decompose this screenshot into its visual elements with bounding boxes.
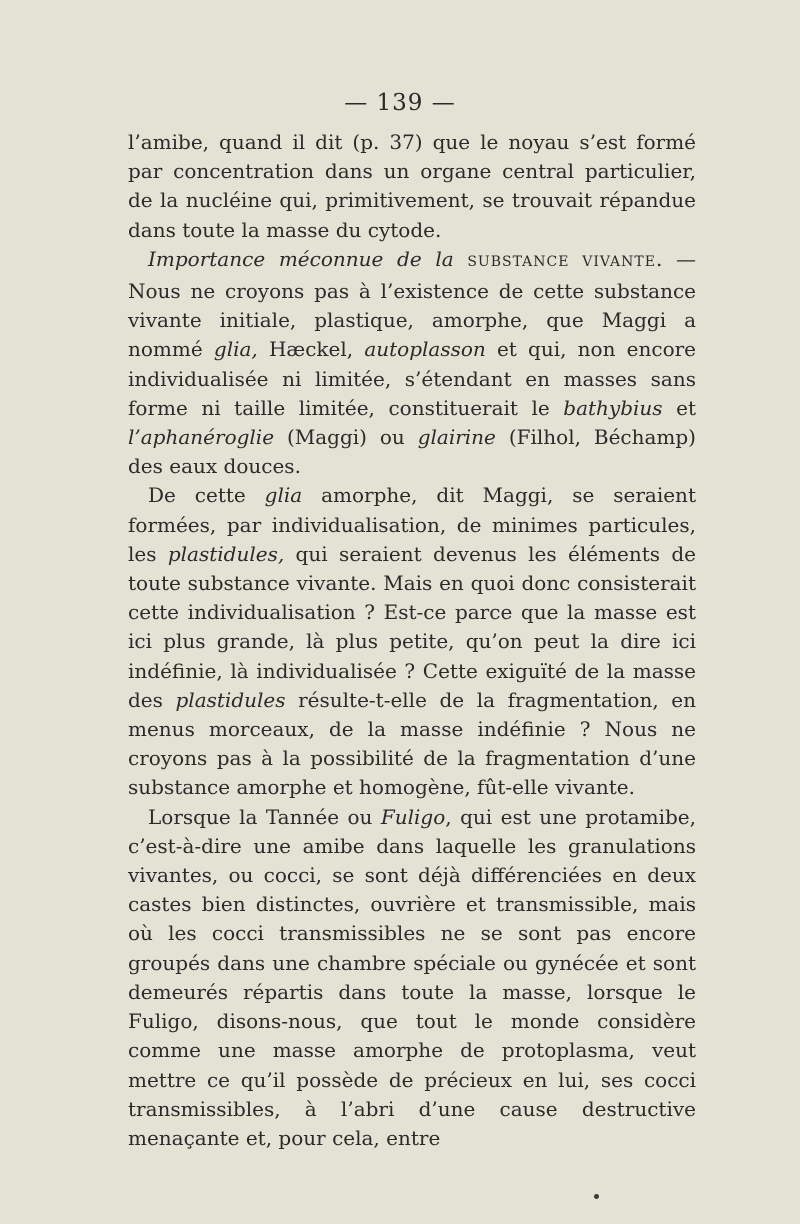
text-run: amorphe, dit Maggi, se seraient formées, par individualisation, de minimes particules, les [128, 483, 696, 566]
section-heading: Importance méconnue de la [148, 246, 454, 271]
section-heading-smallcaps: SUBSTANCE VIVANTE [467, 253, 656, 270]
text-run: Lorsque la Tannée ou [148, 804, 381, 829]
paragraph-3 [128, 481, 696, 802]
text-run: , qui est une protamibe, c’est-à-dire une amibe dans laquelle les granulations vivantes, ou cocci, se sont déjà différenciées en deux castes bien distinctes, ouvrière et transmissible, mais où les cocci transmissibles ne se sont pas encore groupés dans une chambre spéciale ou gynécée et sont demeurés répartis dans toute la masse, lorsque le Fuligo, disons-nous, que tout le monde considère comme une masse amorphe de protoplasma, veut mettre ce qu’il possède de précieux en lui, ses cocci transmissibles, à l’abri d’une cause destructive menaçante et, pour cela, entre [128, 804, 696, 1150]
italic-term: autoplasson [364, 337, 486, 362]
italic-term: bathybius [563, 395, 663, 420]
italic-term: Fuligo [380, 804, 446, 829]
italic-term: plastidules, [167, 541, 285, 566]
text-run: résulte-t-elle de la fragmentation, en menus morceaux, de la masse indéfinie ? Nous ne croyons pas à la possibilité de la fragmentation d’une substance amorphe et homogène, fût-elle vivante. [128, 687, 696, 800]
italic-term: plastidules [175, 687, 286, 712]
italic-term: glia [264, 483, 303, 508]
text-run: . — Nous ne croyons pas à l’existence de cette substance vivante initiale, plastique, amorphe, que Maggi a nommé [128, 246, 697, 362]
text-run: (Filhol, Béchamp) des eaux douces. [128, 425, 696, 479]
text-run: et [662, 395, 696, 420]
text-run: De cette [148, 483, 265, 508]
italic-term: l’aphanéroglie [128, 425, 275, 450]
text-run: qui seraient devenus les éléments de toute substance vivante. Mais en quoi donc consisterait cette individualisation ? Est-ce parce que la masse est ici plus grande, là plus petite, qu’on peut la dire ici indéfinie, là individualisée ? Cette exiguïté de la masse des [128, 541, 696, 712]
paragraph-2 [128, 245, 696, 482]
ink-speck [594, 1194, 599, 1199]
paragraph-4 [128, 803, 696, 1153]
text-run: Hæckel, [257, 337, 365, 362]
paragraph-1: l’amibe, quand il dit (p. 37) que le noyau s’est formé par concentration dans un organe central particulier, de la nucléine qui, primitivement, se trouvait répandue dans toute la masse du cytode. [128, 130, 696, 242]
italic-term: glia, [213, 337, 258, 362]
page-number: — 139 — [344, 90, 456, 116]
body-text [128, 128, 696, 1153]
text-run: et qui, non encore individualisée ni limitée, s’étendant en masses sans forme ni taille limitée, constituerait le [128, 337, 697, 420]
text-run: (Maggi) ou [274, 425, 418, 450]
italic-term: glairine [417, 425, 496, 450]
